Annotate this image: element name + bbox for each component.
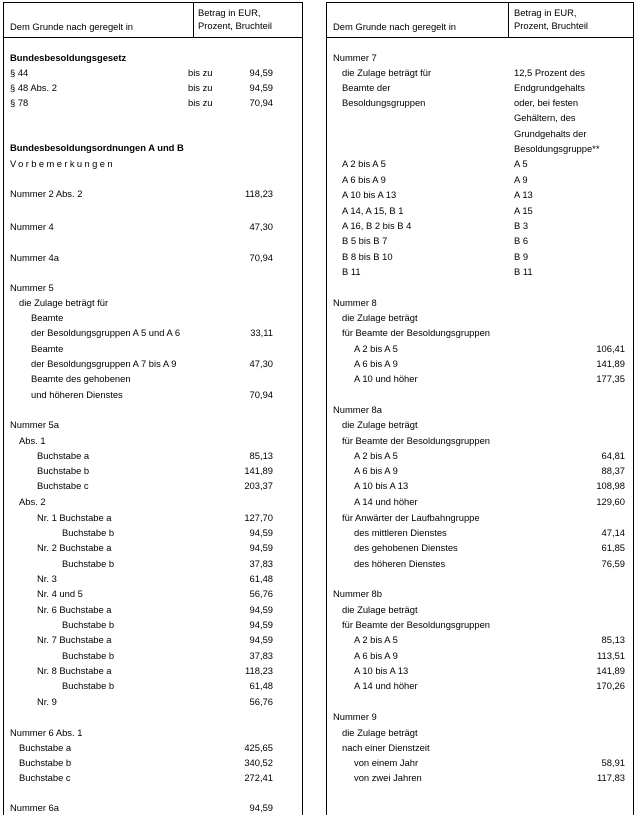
row-label: A 14 und höher [354, 496, 418, 507]
row-label: A 6 bis A 9 [354, 465, 398, 476]
row-label: Nummer 5a [10, 419, 59, 430]
table-row [4, 772, 302, 784]
row-amount: 113,51 [597, 650, 625, 661]
row-label: Buchstabe a [19, 742, 72, 753]
row-amount: 88,37 [601, 465, 625, 476]
table-row [4, 82, 302, 94]
row-label: A 14 und höher [354, 680, 418, 691]
table-row [4, 802, 302, 814]
table-row [327, 742, 633, 754]
table-row [4, 742, 302, 754]
row-amount: 272,41 [244, 772, 273, 783]
row-qualifier: bis zu [188, 97, 213, 108]
table-row [4, 450, 302, 462]
row-amount: 94,59 [249, 802, 273, 813]
row-label: Nr. 9 [37, 696, 57, 707]
row-amount: 94,59 [249, 67, 273, 78]
row-label: Beamte des gehobenen [31, 373, 131, 384]
row-amount-text: B 3 [514, 220, 529, 231]
row-amount: 76,59 [601, 558, 625, 569]
table-row [327, 327, 633, 339]
row-label: Nr. 6 Buchstabe a [37, 604, 112, 615]
table-row [4, 619, 302, 631]
row-amount-text: A 13 [514, 189, 533, 200]
row-label: A 14, A 15, B 1 [342, 205, 404, 216]
row-label: Nummer 7 [333, 52, 377, 63]
table-row [327, 634, 633, 646]
row-amount-text: oder, bei festen [514, 97, 579, 108]
row-label: A 6 bis A 9 [354, 358, 398, 369]
left-table [3, 2, 303, 815]
row-label: Nummer 6 Abs. 1 [10, 727, 83, 738]
row-label: Buchstabe b [62, 619, 115, 630]
row-label: Buchstabe c [37, 480, 89, 491]
row-amount: 47,14 [601, 527, 625, 538]
row-label: die Zulage beträgt [342, 312, 418, 323]
row-amount: 141,89 [596, 665, 625, 676]
table-row [327, 205, 633, 217]
table-row [327, 128, 633, 140]
row-amount-text: 12,5 Prozent des [514, 67, 585, 78]
header-amount-line1: Betrag in EUR, [198, 7, 261, 18]
row-label: B 11 [342, 266, 361, 277]
row-amount: 94,59 [249, 542, 273, 553]
row-label: die Zulage beträgt [342, 727, 418, 738]
row-amount: 85,13 [601, 634, 625, 645]
row-label: der Besoldungsgruppen A 5 und A 6 [31, 327, 181, 338]
section-heading: Bundesbesoldungsordnungen A und B [10, 142, 184, 153]
row-amount-text: A 15 [514, 205, 533, 216]
table-row [327, 235, 633, 247]
table-row [327, 373, 633, 385]
header-col-basis: Dem Grunde nach geregelt in [333, 21, 456, 32]
table-row [4, 480, 302, 492]
table-row [327, 52, 633, 64]
row-label: A 6 bis A 9 [354, 650, 398, 661]
table-row [327, 542, 633, 554]
table-row [327, 727, 633, 739]
table-row [327, 558, 633, 570]
row-label: des gehobenen Dienstes [354, 542, 458, 553]
row-amount-text: B 11 [514, 266, 533, 277]
row-amount: 85,13 [249, 450, 273, 461]
table-row [4, 588, 302, 600]
row-amount-text: B 6 [514, 235, 529, 246]
row-label: Nummer 2 Abs. 2 [10, 188, 83, 199]
row-amount: 64,81 [601, 450, 625, 461]
header-col-basis: Dem Grunde nach geregelt in [10, 21, 133, 32]
row-amount: 127,70 [244, 512, 273, 523]
row-amount: 170,26 [596, 680, 625, 691]
table-row [327, 604, 633, 616]
row-label: des mittleren Dienstes [354, 527, 447, 538]
row-label: der Besoldungsgruppen A 7 bis A 9 [31, 358, 177, 369]
table-row [4, 634, 302, 646]
row-label: A 16, B 2 bis B 4 [342, 220, 412, 231]
table-row [4, 327, 302, 339]
row-amount: 61,48 [249, 573, 273, 584]
table-row [4, 97, 302, 109]
table-row [327, 251, 633, 263]
row-label: nach einer Dienstzeit [342, 742, 430, 753]
row-amount-text: A 5 [514, 158, 528, 169]
row-amount: 141,89 [596, 358, 625, 369]
row-qualifier: bis zu [188, 82, 213, 93]
table-row [4, 558, 302, 570]
table-row [4, 312, 302, 324]
row-label: A 2 bis A 5 [342, 158, 386, 169]
row-amount-text: Grundgehalts der [514, 128, 587, 139]
row-amount: 37,83 [249, 558, 273, 569]
table-row [327, 465, 633, 477]
row-label: Buchstabe a [37, 450, 90, 461]
row-label: Buchstabe b [19, 757, 72, 768]
row-amount: 106,41 [596, 343, 625, 354]
row-label: Abs. 2 [19, 496, 46, 507]
table-row [4, 282, 302, 294]
table-row [4, 373, 302, 385]
row-label: Vorbemerkungen [10, 158, 116, 169]
row-amount: 37,83 [249, 650, 273, 661]
row-label: B 8 bis B 10 [342, 251, 393, 262]
row-amount: 94,59 [249, 82, 273, 93]
row-amount-text: B 9 [514, 251, 529, 262]
row-label: Beamte der [342, 82, 391, 93]
table-row [327, 619, 633, 631]
row-amount: 141,89 [244, 465, 273, 476]
row-amount: 47,30 [249, 221, 273, 232]
row-amount-text: Endgrundgehalts [514, 82, 585, 93]
table-row [4, 527, 302, 539]
header-col-amount [514, 6, 588, 32]
row-amount: 70,94 [249, 97, 273, 108]
row-label: A 6 bis A 9 [342, 174, 386, 185]
table-row [327, 97, 633, 109]
row-label: Buchstabe b [62, 650, 115, 661]
left-table-header [4, 3, 302, 38]
row-label: Nummer 8b [333, 588, 382, 599]
row-amount: 33,11 [250, 327, 273, 338]
row-amount: 108,98 [596, 480, 625, 491]
row-label: A 2 bis A 5 [354, 343, 398, 354]
right-table-header [327, 3, 633, 38]
row-label: Buchstabe b [62, 558, 115, 569]
table-row [327, 143, 633, 155]
table-row [327, 112, 633, 124]
row-label: für Beamte der Besoldungsgruppen [342, 619, 491, 630]
row-label: für Anwärter der Laufbahngruppe [342, 512, 480, 523]
table-row [327, 67, 633, 79]
row-label: A 10 und höher [354, 373, 418, 384]
row-amount: 94,59 [249, 634, 273, 645]
row-label: die Zulage beträgt [342, 604, 418, 615]
table-row [327, 435, 633, 447]
section-heading: Bundesbesoldungsgesetz [10, 52, 127, 63]
table-row [4, 389, 302, 401]
table-row [4, 680, 302, 692]
right-table [326, 2, 634, 815]
row-label: B 5 bis B 7 [342, 235, 388, 246]
table-row [327, 158, 633, 170]
row-label: Nr. 7 Buchstabe a [37, 634, 112, 645]
row-label: A 2 bis A 5 [354, 450, 398, 461]
row-amount: 56,76 [249, 588, 273, 599]
row-amount: 61,48 [249, 680, 273, 691]
row-label: Nummer 8a [333, 404, 382, 415]
row-amount: 118,23 [245, 665, 273, 676]
row-amount: 58,91 [601, 757, 625, 768]
row-amount: 94,59 [249, 619, 273, 630]
table-row [4, 604, 302, 616]
row-label: Buchstabe c [19, 772, 71, 783]
table-row [4, 142, 302, 154]
table-row [327, 419, 633, 431]
row-label: A 10 bis A 13 [354, 665, 409, 676]
table-row [327, 297, 633, 309]
row-label: § 78 [10, 97, 29, 108]
table-row [4, 188, 302, 200]
table-row [4, 419, 302, 431]
table-row [4, 496, 302, 508]
row-amount: 94,59 [249, 527, 273, 538]
table-row [4, 435, 302, 447]
row-label: Nr. 8 Buchstabe a [37, 665, 112, 676]
header-amount-line2: Prozent, Bruchteil [198, 20, 272, 31]
row-label: § 48 Abs. 2 [10, 82, 57, 93]
row-amount-text: Gehältern, des [514, 112, 576, 123]
table-row [327, 312, 633, 324]
row-amount: 129,60 [596, 496, 625, 507]
row-label: Nummer 4a [10, 252, 59, 263]
header-amount-line2: Prozent, Bruchteil [514, 20, 588, 31]
row-label: Buchstabe b [62, 680, 115, 691]
table-row [4, 158, 302, 170]
table-row [4, 297, 302, 309]
table-row [4, 542, 302, 554]
header-divider [508, 3, 509, 37]
row-label: Nummer 4 [10, 221, 54, 232]
row-qualifier: bis zu [188, 67, 213, 78]
table-row [327, 711, 633, 723]
table-row [327, 220, 633, 232]
row-label: Nr. 1 Buchstabe a [37, 512, 112, 523]
table-row [4, 343, 302, 355]
table-row [327, 358, 633, 370]
table-row [4, 665, 302, 677]
row-label: für Beamte der Besoldungsgruppen [342, 435, 491, 446]
row-label: A 2 bis A 5 [354, 634, 398, 645]
row-amount: 425,65 [244, 742, 273, 753]
row-amount: 340,52 [244, 757, 273, 768]
row-label: Beamte [31, 343, 64, 354]
table-row [4, 696, 302, 708]
row-label: A 10 bis A 13 [354, 480, 409, 491]
table-row [327, 588, 633, 600]
row-amount: 118,23 [245, 188, 273, 199]
row-amount: 70,94 [249, 252, 273, 263]
row-label: von zwei Jahren [354, 772, 422, 783]
table-row [4, 52, 302, 64]
table-row [327, 343, 633, 355]
row-amount: 177,35 [596, 373, 625, 384]
row-label: A 10 bis A 13 [342, 189, 397, 200]
row-label: Nummer 5 [10, 282, 54, 293]
table-row [4, 727, 302, 739]
table-row [327, 450, 633, 462]
row-label: Buchstabe b [62, 527, 115, 538]
row-label: Besoldungsgruppen [342, 97, 426, 108]
table-row [327, 772, 633, 784]
row-amount: 61,85 [601, 542, 625, 553]
table-row [4, 512, 302, 524]
row-amount: 70,94 [249, 389, 273, 400]
row-label: die Zulage beträgt für [342, 67, 432, 78]
row-label: Buchstabe b [37, 465, 90, 476]
table-row [4, 67, 302, 79]
row-label: Nummer 9 [333, 711, 377, 722]
row-amount-text: Besoldungsgruppe** [514, 143, 600, 154]
table-row [327, 527, 633, 539]
header-divider [193, 3, 194, 37]
row-label: Nummer 6a [10, 802, 59, 813]
row-label: des höheren Dienstes [354, 558, 446, 569]
row-label: Nr. 3 [37, 573, 57, 584]
table-row [4, 252, 302, 264]
table-row [327, 174, 633, 186]
row-amount: 56,76 [249, 696, 273, 707]
row-label: für Beamte der Besoldungsgruppen [342, 327, 491, 338]
table-row [4, 221, 302, 233]
row-label: die Zulage beträgt für [19, 297, 109, 308]
table-row [327, 512, 633, 524]
table-row [327, 266, 633, 278]
table-row [327, 665, 633, 677]
table-row [327, 496, 633, 508]
row-amount: 94,59 [249, 604, 273, 615]
table-row [327, 757, 633, 769]
row-label: und höheren Dienstes [31, 389, 123, 400]
row-label: Nr. 4 und 5 [37, 588, 83, 599]
table-row [327, 404, 633, 416]
row-label: von einem Jahr [354, 757, 419, 768]
table-row [327, 650, 633, 662]
row-amount: 47,30 [249, 358, 273, 369]
row-amount: 203,37 [244, 480, 273, 491]
row-amount-text: A 9 [514, 174, 528, 185]
table-row [327, 680, 633, 692]
table-row [4, 465, 302, 477]
row-label: Abs. 1 [19, 435, 46, 446]
row-label: § 44 [10, 67, 29, 78]
row-label: Beamte [31, 312, 64, 323]
table-row [4, 573, 302, 585]
row-amount: 117,83 [597, 772, 625, 783]
table-row [4, 650, 302, 662]
table-row [4, 358, 302, 370]
table-row [327, 82, 633, 94]
table-row [327, 480, 633, 492]
row-label: die Zulage beträgt [342, 419, 418, 430]
row-label: Nummer 8 [333, 297, 377, 308]
table-row [327, 189, 633, 201]
table-row [4, 757, 302, 769]
header-amount-line1: Betrag in EUR, [514, 7, 577, 18]
header-col-amount [198, 6, 272, 32]
row-label: Nr. 2 Buchstabe a [37, 542, 112, 553]
